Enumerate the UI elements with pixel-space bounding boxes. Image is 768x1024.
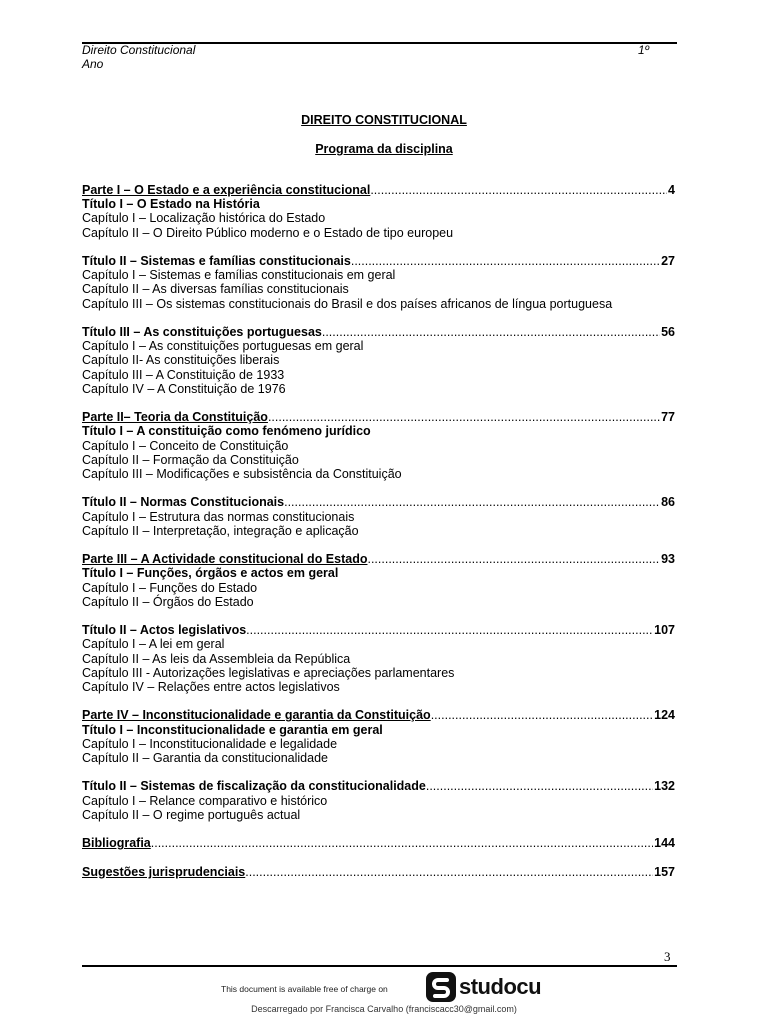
toc-heading: Parte III – A Actividade constitucional do Estado [82, 552, 368, 567]
page-number: 3 [664, 949, 671, 964]
toc-page-number: 86 [661, 495, 675, 510]
toc-section [82, 623, 675, 694]
toc-chapter-line: Capítulo III – A Constituição de 1933 [82, 367, 285, 382]
toc-leader-dots [367, 552, 660, 566]
toc-page-number: 157 [654, 864, 675, 879]
toc-chapter-line: Capítulo II – As leis da Assembleia da República [82, 651, 351, 666]
toc-section [82, 552, 675, 609]
toc-page-number: 124 [654, 708, 675, 723]
toc-entry[interactable] [82, 779, 675, 793]
toc-leader-dots [370, 183, 667, 197]
toc-chapter-line: Capítulo III – Os sistemas constitucionais do Brasil e dos países africanos de língua portuguesa [82, 296, 613, 311]
toc-leader-dots [151, 836, 653, 850]
toc-chapter-line: Capítulo I – As constituições portuguesas em geral [82, 339, 364, 354]
studocu-logo[interactable] [426, 972, 541, 1002]
toc-leader-dots [245, 865, 653, 879]
toc-chapter-line: Capítulo IV – Relações entre actos legislativos [82, 680, 340, 695]
toc-section [82, 410, 675, 481]
toc-chapter-line: Capítulo I – Conceito de Constituição [82, 438, 289, 453]
table-of-contents [82, 183, 675, 893]
toc-page-number: 4 [668, 183, 675, 197]
toc-chapter-line: Capítulo III – Modificações e subsistência da Constituição [82, 467, 402, 482]
toc-chapter-line: Capítulo I – Relance comparativo e histórico [82, 793, 328, 808]
toc-heading: Parte IV – Inconstitucionalidade e garantia da Constituição [82, 708, 431, 723]
document-title: DIREITO CONSTITUCIONAL [301, 113, 467, 127]
toc-heading: Título III – As constituições portuguesas [82, 325, 322, 339]
toc-chapter-line: Capítulo I – Funções do Estado [82, 580, 258, 595]
toc-entry[interactable] [82, 495, 675, 509]
toc-section [82, 836, 675, 850]
toc-entry[interactable] [82, 865, 675, 879]
toc-chapter-line: Capítulo II- As constituições liberais [82, 353, 280, 368]
toc-entry[interactable] [82, 410, 675, 424]
toc-entry[interactable] [82, 836, 675, 850]
toc-title-line: Título I – O Estado na História [82, 197, 260, 212]
toc-entry[interactable] [82, 708, 675, 722]
toc-page-number: 107 [654, 623, 675, 638]
toc-entry[interactable] [82, 183, 675, 197]
toc-section [82, 495, 675, 538]
toc-heading: Título II – Actos legislativos [82, 623, 247, 638]
availability-note: This document is available free of charge on [221, 984, 388, 994]
toc-heading: Título II – Sistemas de fiscalização da constitucionalidade [82, 779, 426, 794]
toc-chapter-line: Capítulo II – Interpretação, integração e aplicação [82, 523, 359, 538]
toc-heading: Parte II– Teoria da Constituição [82, 410, 268, 425]
toc-leader-dots [426, 779, 653, 793]
toc-page-number: 93 [661, 552, 675, 567]
toc-entry[interactable] [82, 623, 675, 637]
toc-title-line: Título I – Inconstitucionalidade e garantia em geral [82, 722, 383, 737]
toc-page-number: 144 [654, 836, 675, 851]
toc-section [82, 708, 675, 765]
toc-chapter-line: Capítulo II – As diversas famílias constitucionais [82, 282, 349, 297]
document-subtitle: Programa da disciplina [315, 142, 453, 156]
toc-chapter-line: Capítulo II – O regime português actual [82, 807, 301, 822]
toc-section [82, 779, 675, 822]
toc-leader-dots [284, 495, 660, 509]
toc-chapter-line: Capítulo II – Garantia da constitucionalidade [82, 751, 328, 766]
toc-chapter-line: Capítulo I – Inconstitucionalidade e legalidade [82, 736, 338, 751]
running-header [82, 44, 195, 71]
toc-title-line: Título I – Funções, órgãos e actos em geral [82, 566, 339, 581]
toc-section [82, 254, 675, 311]
toc-section [82, 325, 675, 396]
toc-entry[interactable] [82, 552, 675, 566]
toc-leader-dots [431, 708, 653, 722]
toc-chapter-line: Capítulo II – Órgãos do Estado [82, 594, 254, 609]
toc-heading: Título II – Sistemas e famílias constitucionais [82, 254, 351, 268]
toc-page-number: 27 [661, 254, 675, 268]
toc-leader-dots [268, 410, 660, 424]
toc-entry[interactable] [82, 325, 675, 339]
toc-heading: Título II – Normas Constitucionais [82, 495, 285, 510]
toc-leader-dots [322, 325, 660, 339]
toc-page-number: 132 [654, 779, 675, 794]
toc-heading: Sugestões jurisprudenciais [82, 864, 246, 879]
toc-chapter-line: Capítulo II – Formação da Constituição [82, 452, 299, 467]
toc-leader-dots [246, 623, 653, 637]
toc-chapter-line: Capítulo IV – A Constituição de 1976 [82, 381, 286, 396]
studocu-logo-icon [426, 972, 456, 1002]
toc-page-number: 56 [661, 325, 675, 339]
toc-title-line: Título I – A constituição como fenómeno jurídico [82, 424, 371, 439]
toc-section [82, 865, 675, 879]
footer-rule [82, 965, 677, 967]
toc-chapter-line: Capítulo II – O Direito Público moderno e o Estado de tipo europeu [82, 225, 454, 240]
toc-entry[interactable] [82, 254, 675, 268]
download-note: Descarregado por Francisca Carvalho (franciscacc30@gmail.com) [251, 1004, 517, 1014]
toc-leader-dots [351, 254, 660, 268]
toc-page-number: 77 [661, 410, 675, 425]
toc-chapter-line: Capítulo III - Autorizações legislativas e apreciações parlamentares [82, 665, 455, 680]
toc-section [82, 183, 675, 240]
toc-chapter-line: Capítulo I – A lei em geral [82, 637, 225, 652]
toc-heading: Bibliografia [82, 836, 151, 851]
header-year-number: 1º [638, 43, 650, 57]
toc-chapter-line: Capítulo I – Localização histórica do Estado [82, 211, 326, 226]
toc-heading: Parte I – O Estado e a experiência constitucional [82, 183, 371, 197]
toc-chapter-line: Capítulo I – Estrutura das normas constitucionais [82, 509, 355, 524]
brand-name: studocu [459, 974, 542, 999]
header-course: Direito Constitucional [82, 43, 196, 57]
header-year-label: Ano [82, 56, 104, 71]
toc-chapter-line: Capítulo I – Sistemas e famílias constitucionais em geral [82, 268, 396, 283]
